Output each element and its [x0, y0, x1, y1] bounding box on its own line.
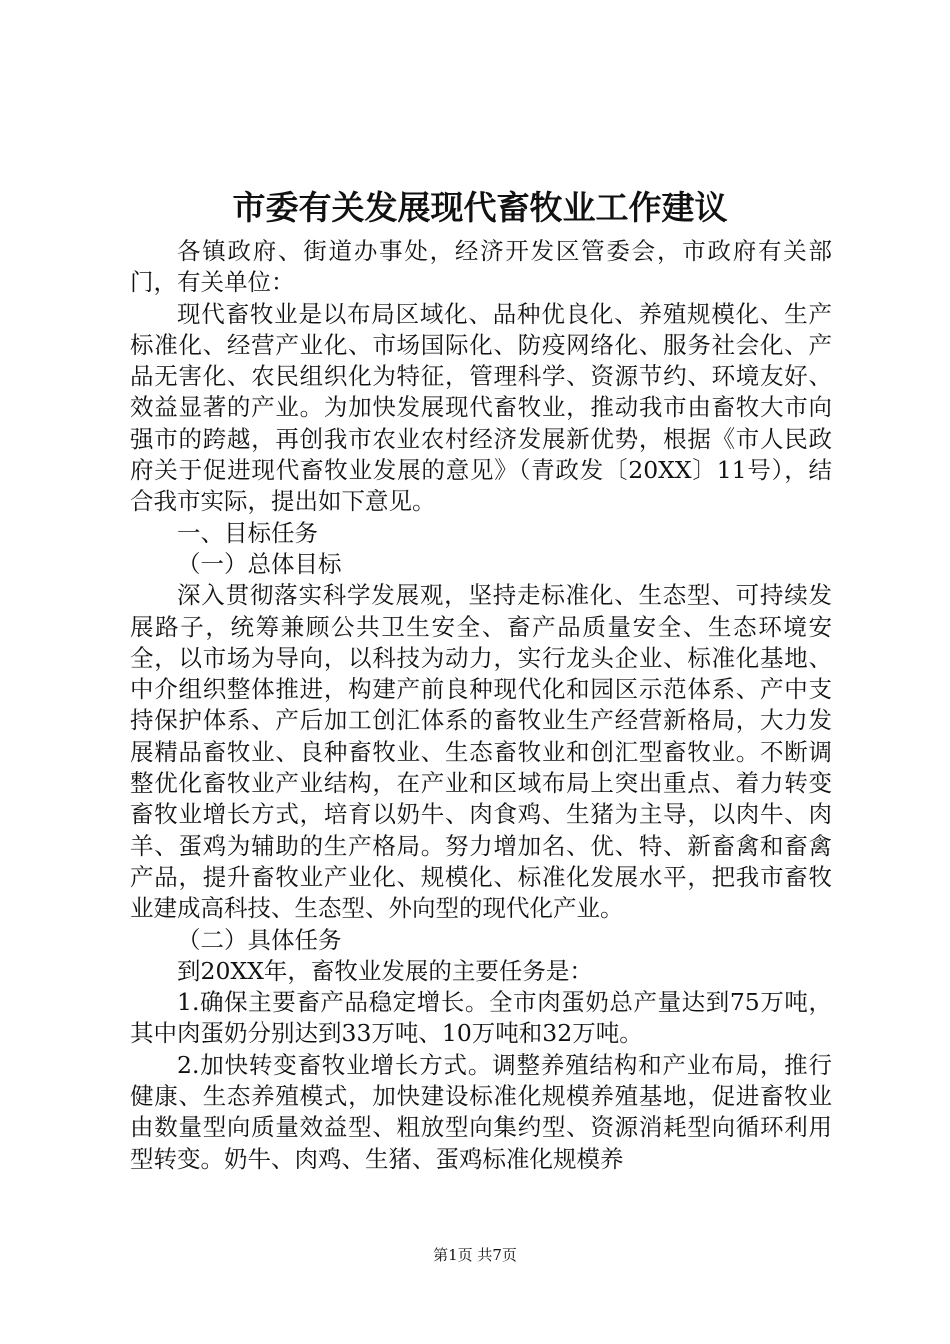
- list-item: 2.加快转变畜牧业增长方式。调整养殖结构和产业布局，推行健康、生态养殖模式，加快建设标准化规模养殖基地，促进畜牧业由数量型向质量效益型、粗放型向集约型、资源消耗型向循环利用型转变。奶牛、肉鸡、生猪、蛋鸡标准化规模养: [130, 1050, 832, 1173]
- document-body: [130, 236, 832, 1175]
- salutation-paragraph: 各镇政府、街道办事处，经济开发区管委会，市政府有关部门，有关单位：: [130, 237, 832, 297]
- list-item: 1.确保主要畜产品稳定增长。全市肉蛋奶总产量达到75万吨，其中肉蛋奶分别达到33万吨、10万吨和32万吨。: [130, 988, 832, 1048]
- intro-paragraph: 现代畜牧业是以布局区域化、品种优良化、养殖规模化、生产标准化、经营产业化、市场国际化、防疫网络化、服务社会化、产品无害化、农民组织化为特征，管理科学、资源节约、环境友好、效益显著的产业。为加快发展现代畜牧业，推动我市由畜牧大市向强市的跨越，再创我市农业农村经济发展新优势，根据《市人民政府关于促进现代畜牧业发展的意见》（青政发〔20XX〕11号），结合我市实际，提出如下意见。: [130, 299, 832, 516]
- body-paragraph: 到20XX年，畜牧业发展的主要任务是：: [177, 956, 593, 985]
- page-footer: 第1页 共7页: [433, 1246, 517, 1264]
- body-paragraph: 深入贯彻落实科学发展观，坚持走标准化、生态型、可持续发展路子，统筹兼顾公共卫生安全、畜产品质量安全、生态环境安全，以市场为导向，以科技为动力，实行龙头企业、标准化基地、中介组织整体推进，构建产前良种现代化和园区示范体系、产中支持保护体系、产后加工创汇体系的畜牧业生产经营新格局，大力发展精品畜牧业、良种畜牧业、生态畜牧业和创汇型畜牧业。不断调整优化畜牧业产业结构，在产业和区域布局上突出重点、着力转变畜牧业增长方式，培育以奶牛、肉食鸡、生猪为主导，以肉牛、肉羊、蛋鸡为辅助的生产格局。努力增加名、优、特、新畜禽和畜禽产品，提升畜牧业产业化、规模化、标准化发展水平，把我市畜牧业建成高科技、生态型、外向型的现代化产业。: [130, 581, 832, 923]
- subsection-heading: （一）总体目标: [177, 549, 342, 578]
- subsection-heading: （二）具体任务: [177, 925, 342, 954]
- document-title: 市委有关发展现代畜牧业工作建议: [232, 188, 728, 227]
- section-heading: 一、目标任务: [177, 518, 318, 547]
